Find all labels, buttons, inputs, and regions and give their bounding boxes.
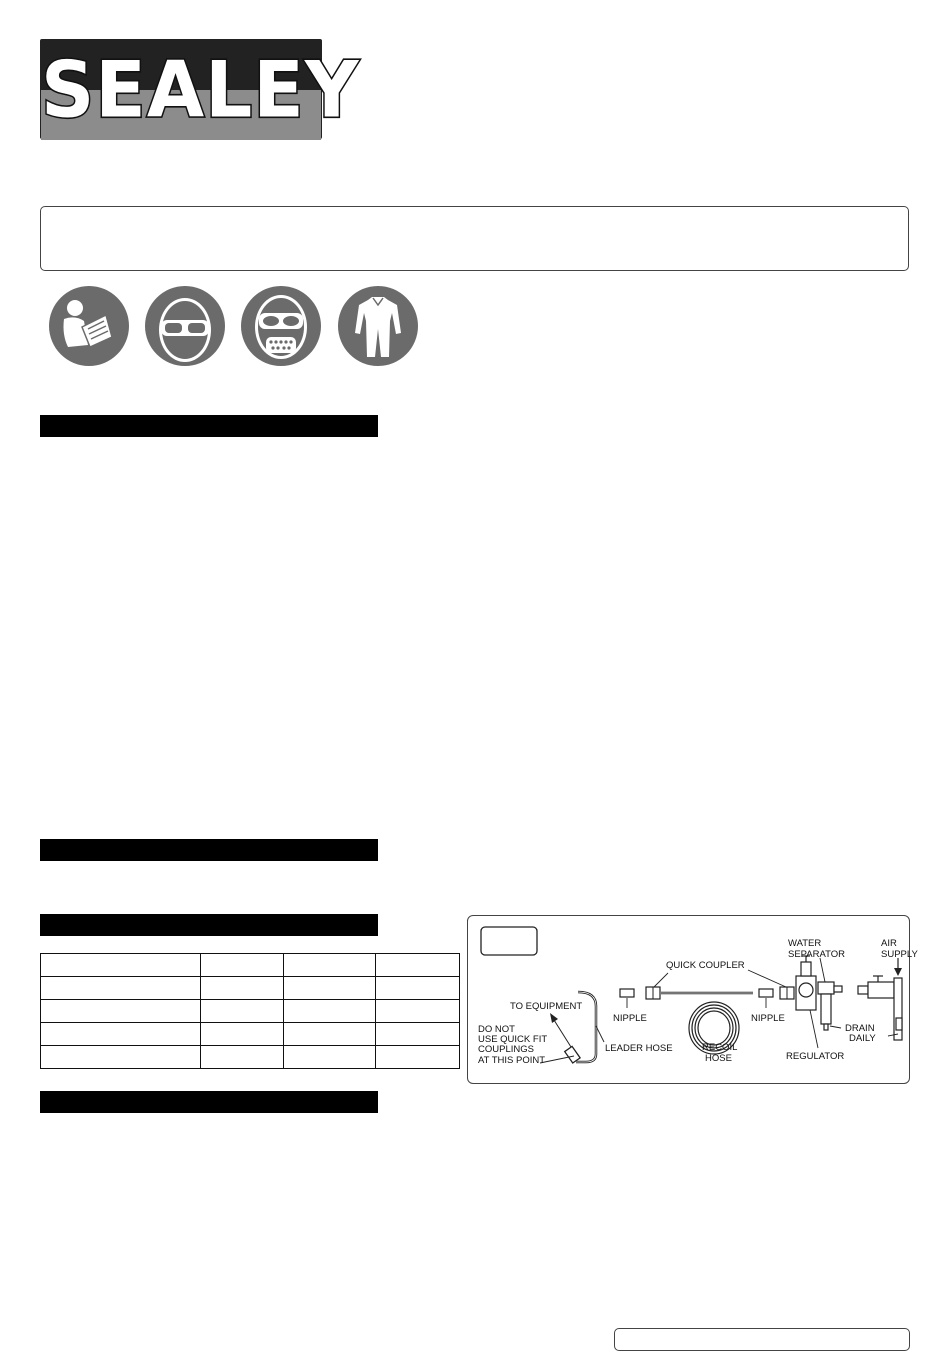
label-leader-hose: LEADER HOSE [605, 1043, 673, 1054]
table-cell [284, 1023, 376, 1046]
table-cell [376, 1023, 460, 1046]
section-bar-introduction [40, 839, 378, 861]
table-row [41, 954, 460, 977]
label-quick-coupler: QUICK COUPLER [666, 960, 745, 971]
table-row [41, 1046, 460, 1069]
air-supply-diagram [467, 915, 918, 1084]
table-cell [201, 1046, 284, 1069]
label-nipple-left: NIPPLE [613, 1013, 647, 1024]
label-regulator: REGULATOR [786, 1051, 845, 1062]
table-cell [201, 977, 284, 1000]
table-cell [284, 954, 376, 977]
section-bar-specification [40, 914, 378, 936]
table-cell [41, 977, 201, 1000]
label-drain-daily: DRAIN [845, 1023, 875, 1034]
table-cell [41, 1000, 201, 1023]
label-air-supply: AIR [881, 938, 897, 949]
section-bar-operation [40, 1091, 378, 1113]
logo-wordmark: SEALEY [41, 44, 360, 136]
table-cell [41, 1023, 201, 1046]
footer-box [614, 1328, 910, 1351]
label-to-equipment: TO EQUIPMENT [510, 1001, 583, 1012]
section-bar-safety [40, 415, 378, 437]
table-cell [376, 1000, 460, 1023]
table-row [41, 977, 460, 1000]
overalls-icon [337, 285, 419, 367]
label-water-separator: WATER [788, 938, 822, 949]
figure-label-box [481, 927, 537, 955]
table-row [41, 1023, 460, 1046]
read-manual-icon [48, 285, 130, 367]
regulator-unit [796, 956, 842, 1030]
table-cell [284, 1046, 376, 1069]
table-cell [284, 1000, 376, 1023]
table-cell [41, 954, 201, 977]
label-do-not-use: USE QUICK FIT [478, 1034, 548, 1045]
label-water-separator: SEPARATOR [788, 949, 846, 960]
respirator-mask-icon [240, 285, 322, 367]
spec-table [40, 953, 460, 1069]
table-cell [376, 1046, 460, 1069]
label-nipple-right: NIPPLE [751, 1013, 785, 1024]
label-air-supply: SUPPLY [881, 949, 918, 960]
table-cell [201, 954, 284, 977]
nipple-left [620, 989, 634, 997]
label-do-not-use: AT THIS POINT [478, 1055, 546, 1066]
table-cell [376, 954, 460, 977]
label-do-not-use: DO NOT [478, 1024, 515, 1035]
table-cell [201, 1000, 284, 1023]
table-cell [376, 977, 460, 1000]
table-cell [284, 977, 376, 1000]
table-cell [201, 1023, 284, 1046]
title-box [40, 206, 909, 271]
label-recoil-hose: RECOIL [702, 1042, 738, 1053]
equipment-connector [565, 1046, 580, 1063]
table-row [41, 1000, 460, 1023]
table-cell [41, 1046, 201, 1069]
sealey-logo [40, 39, 360, 139]
label-do-not-use: COUPLINGS [478, 1044, 534, 1055]
label-recoil-hose: HOSE [705, 1053, 732, 1064]
safety-goggles-icon [144, 285, 226, 367]
label-drain-daily: DAILY [849, 1033, 876, 1044]
nipple-right [759, 989, 773, 997]
